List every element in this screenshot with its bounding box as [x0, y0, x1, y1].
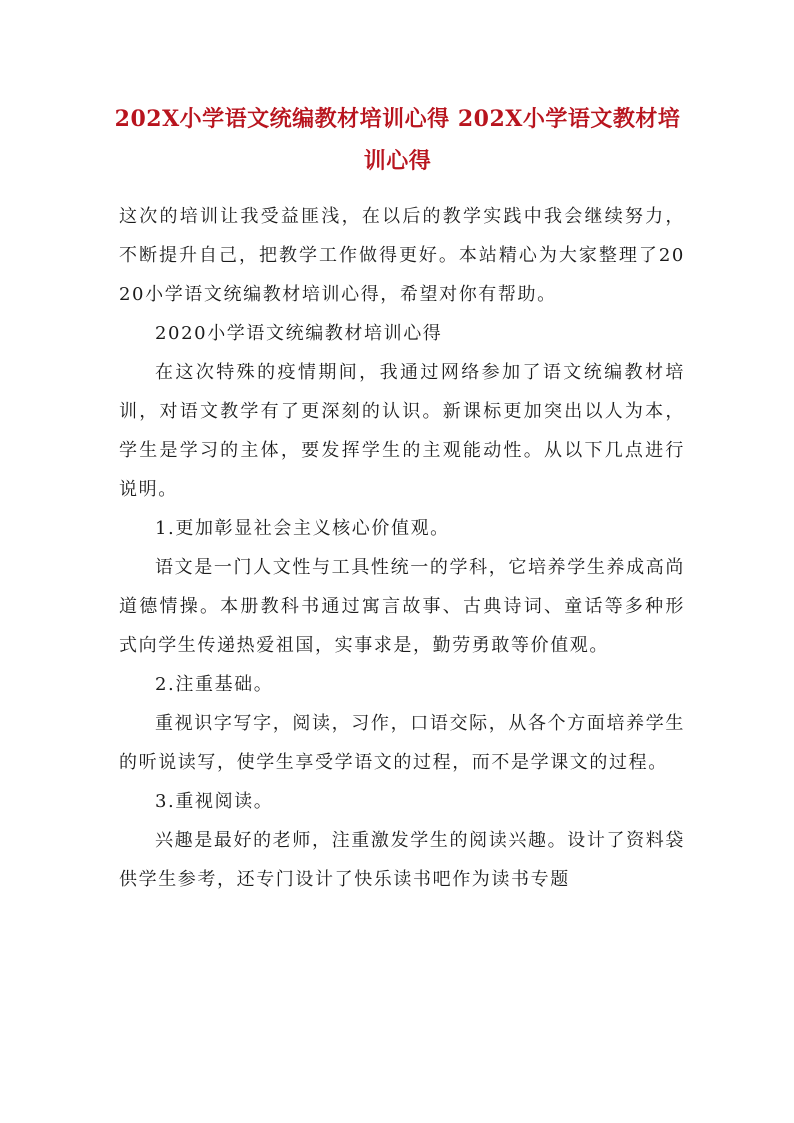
section-heading-2: 2.注重基础。: [155, 674, 274, 695]
paragraph-subtitle: 2020小学语文统编教材培训心得: [155, 323, 443, 344]
document-title: 202X小学语文统编教材培训心得 202X小学语文教材培训心得: [114, 106, 681, 174]
paragraph-section-2: 重视识字写字，阅读，习作，口语交际，从各个方面培养学生的听说读写，使学生享受学语文的过程，而不是学课文的过程。: [119, 713, 685, 773]
paragraph-section-3: 兴趣是最好的老师，注重激发学生的阅读兴趣。设计了资料袋供学生参考，还专门设计了快乐读书吧作为读书专题: [119, 830, 685, 890]
section-heading-3: 3.重视阅读。: [155, 791, 274, 812]
paragraph-section-1: 语文是一门人文性与工具性统一的学科，它培养学生养成高尚道德情操。本册教科书通过寓言故事、古典诗词、童话等多种形式向学生传递热爱祖国，实事求是，勤劳勇敢等价值观。: [119, 557, 685, 656]
section-heading-1: 1.更加彰显社会主义核心价值观。: [155, 518, 450, 539]
document-body: [119, 197, 685, 899]
paragraph-intro: 这次的培训让我受益匪浅，在以后的教学实践中我会继续努力，不断提升自己，把教学工作做得更好。本站精心为大家整理了2020小学语文统编教材培训心得，希望对你有帮助。: [119, 206, 685, 305]
paragraph-overview: 在这次特殊的疫情期间，我通过网络参加了语文统编教材培训，对语文教学有了更深刻的认识。新课标更加突出以人为本，学生是学习的主体，要发挥学生的主观能动性。从以下几点进行说明。: [119, 362, 685, 500]
